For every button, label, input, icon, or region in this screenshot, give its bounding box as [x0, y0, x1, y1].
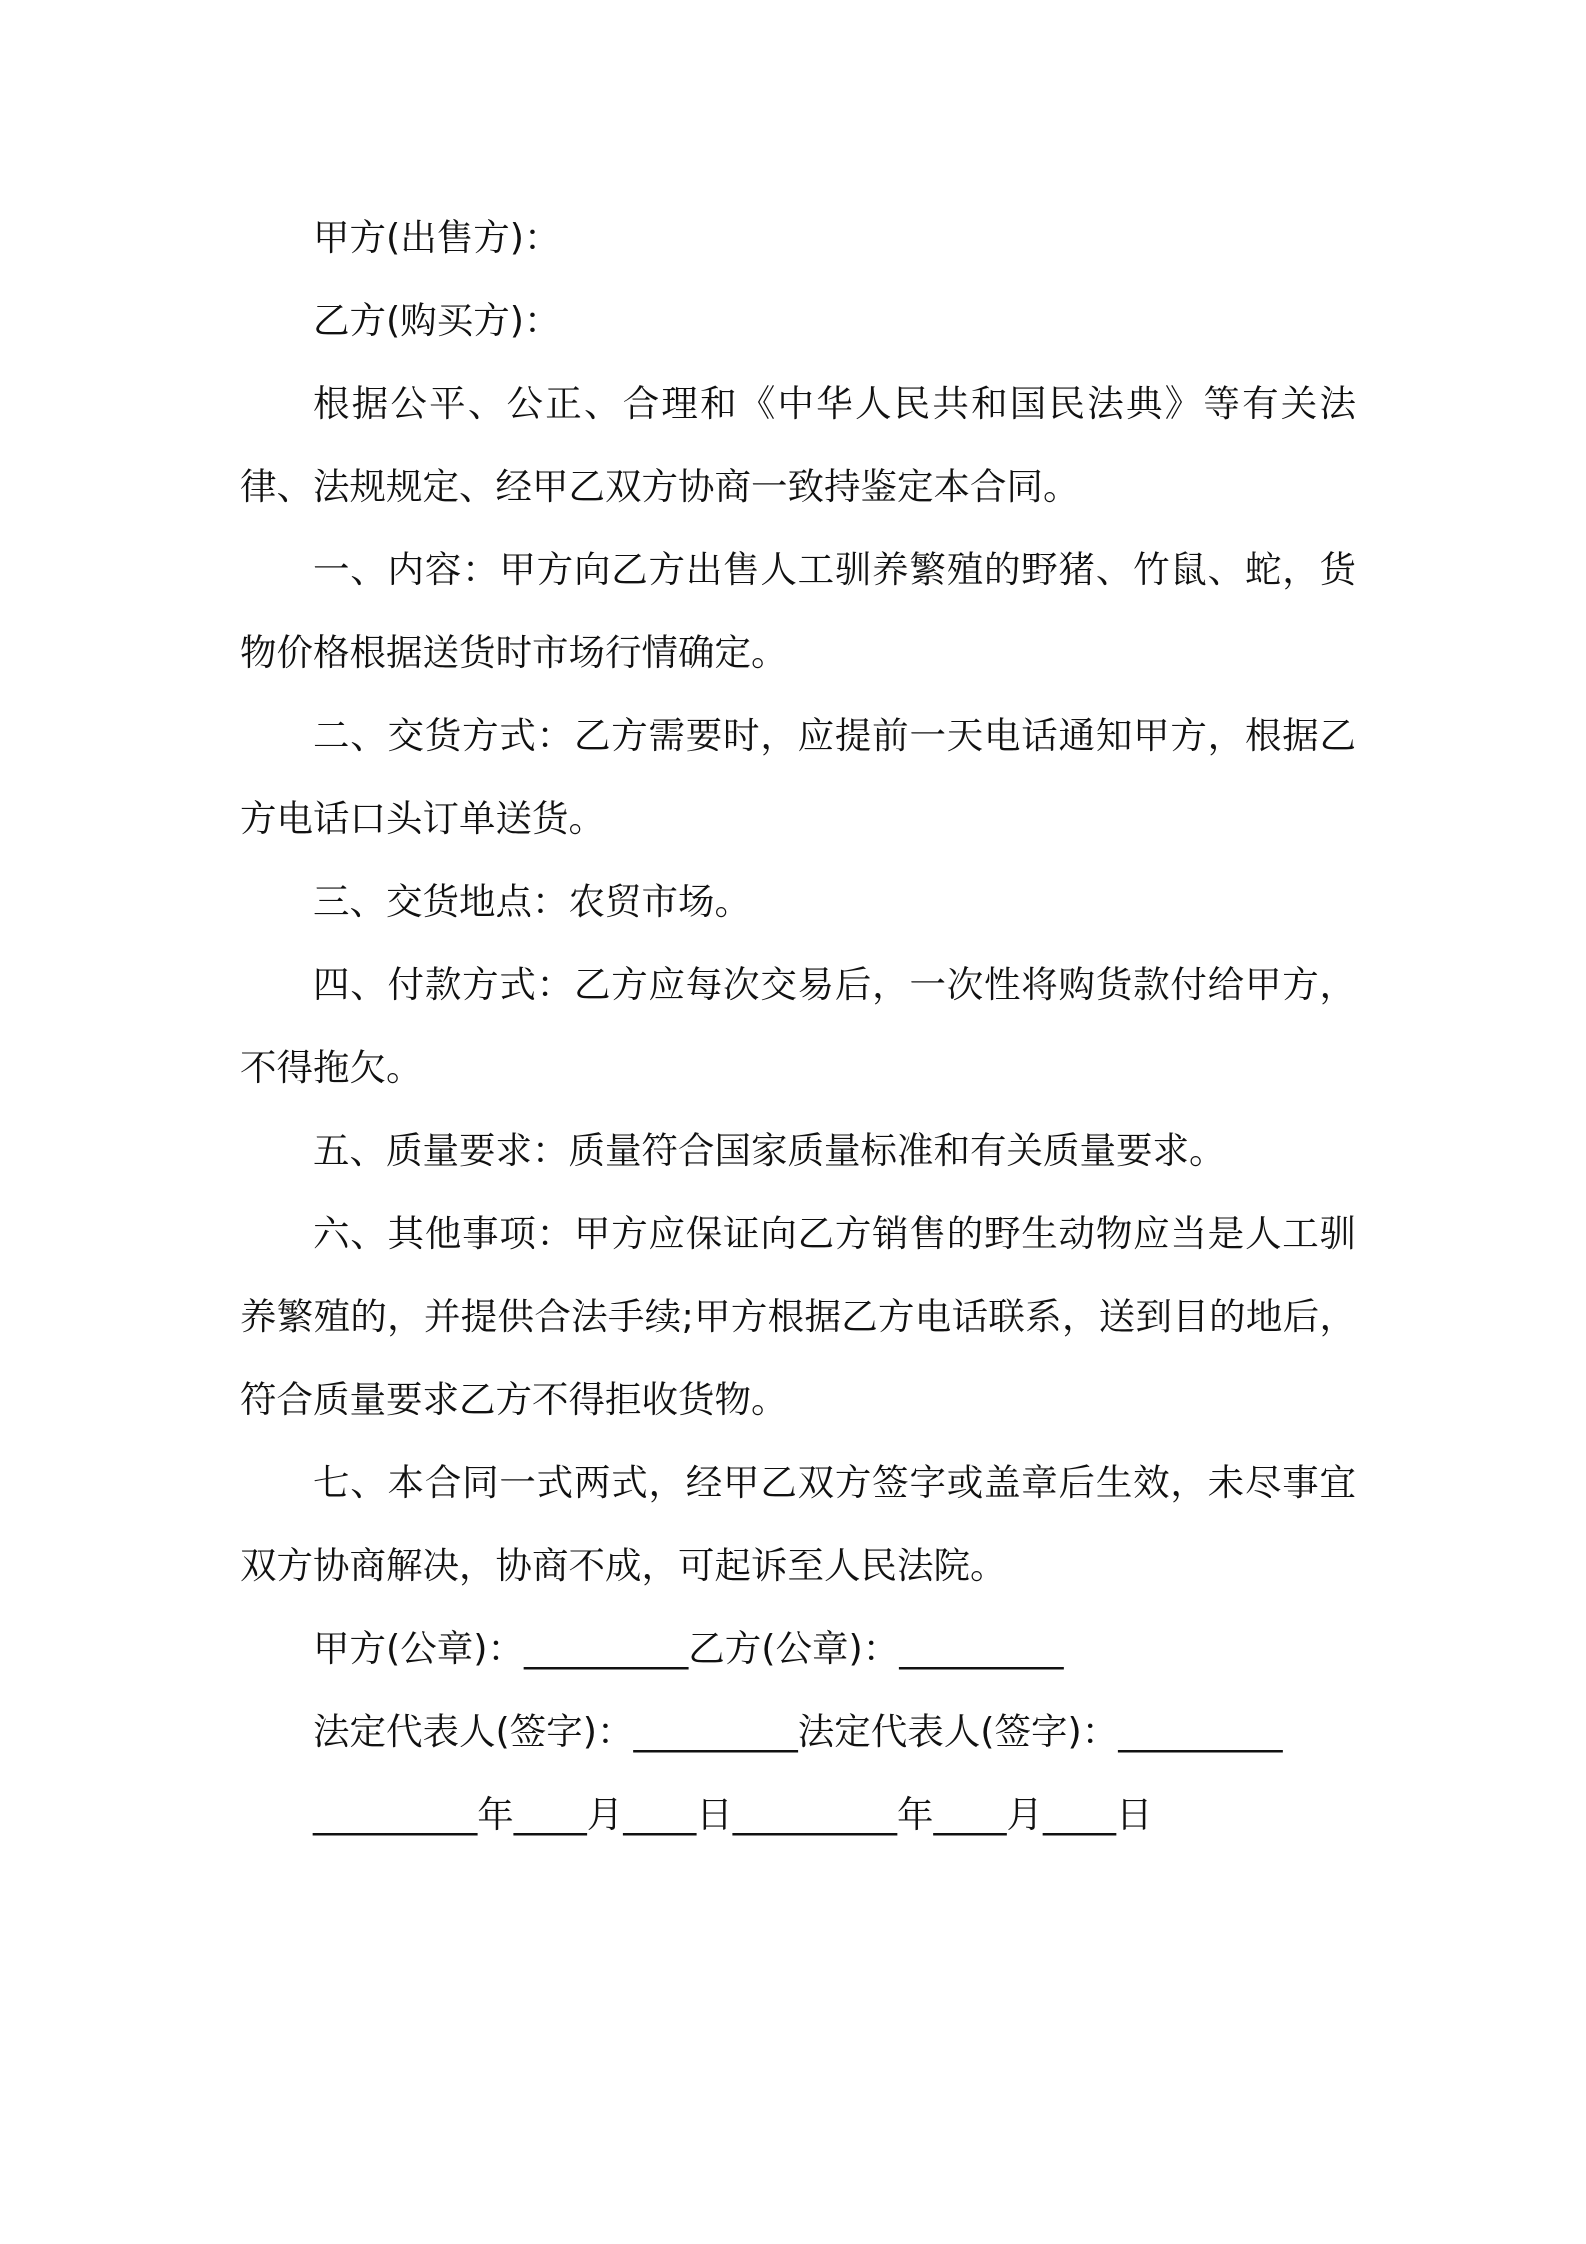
- party-a-line: 甲方(出售方)：: [313, 216, 561, 259]
- preamble-paragraph: 根据公平、公正、合理和《中华人民共和国民法典》等有关法律、法规规定、经甲乙双方协商一致持鉴定本合同。: [240, 382, 1356, 508]
- contract-body: [240, 196, 1356, 1856]
- clause-4-payment: 四、付款方式：乙方应每次交易后，一次性将购货款付给甲方，不得拖欠。: [240, 963, 1356, 1089]
- clause-1-content: 一、内容：甲方向乙方出售人工驯养繁殖的野猪、竹鼠、蛇，货物价格根据送货时市场行情确定。: [240, 548, 1356, 674]
- clause-5-quality: 五、质量要求：质量符合国家质量标准和有关质量要求。: [313, 1129, 1226, 1172]
- clause-2-delivery-method: 二、交货方式：乙方需要时，应提前一天电话通知甲方，根据乙方电话口头订单送货。: [240, 714, 1356, 840]
- clause-6-other-matters: 六、其他事项：甲方应保证向乙方销售的野生动物应当是人工驯养繁殖的，并提供合法手续;甲方根据乙方电话联系，送到目的地后，符合质量要求乙方不得拒收货物。: [240, 1212, 1356, 1421]
- clause-3-delivery-location: 三、交货地点：农贸市场。: [313, 880, 751, 923]
- representative-line: 法定代表人(签字)：_________法定代表人(签字)：_________: [313, 1710, 1283, 1753]
- date-line: _________年____月____日_________年____月____日: [313, 1793, 1153, 1836]
- party-b-line: 乙方(购买方)：: [313, 299, 561, 342]
- seal-line: 甲方(公章)：_________乙方(公章)：_________: [313, 1627, 1064, 1670]
- clause-7-copies: 七、本合同一式两式，经甲乙双方签字或盖章后生效，未尽事宜双方协商解决，协商不成，可起诉至人民法院。: [240, 1461, 1356, 1587]
